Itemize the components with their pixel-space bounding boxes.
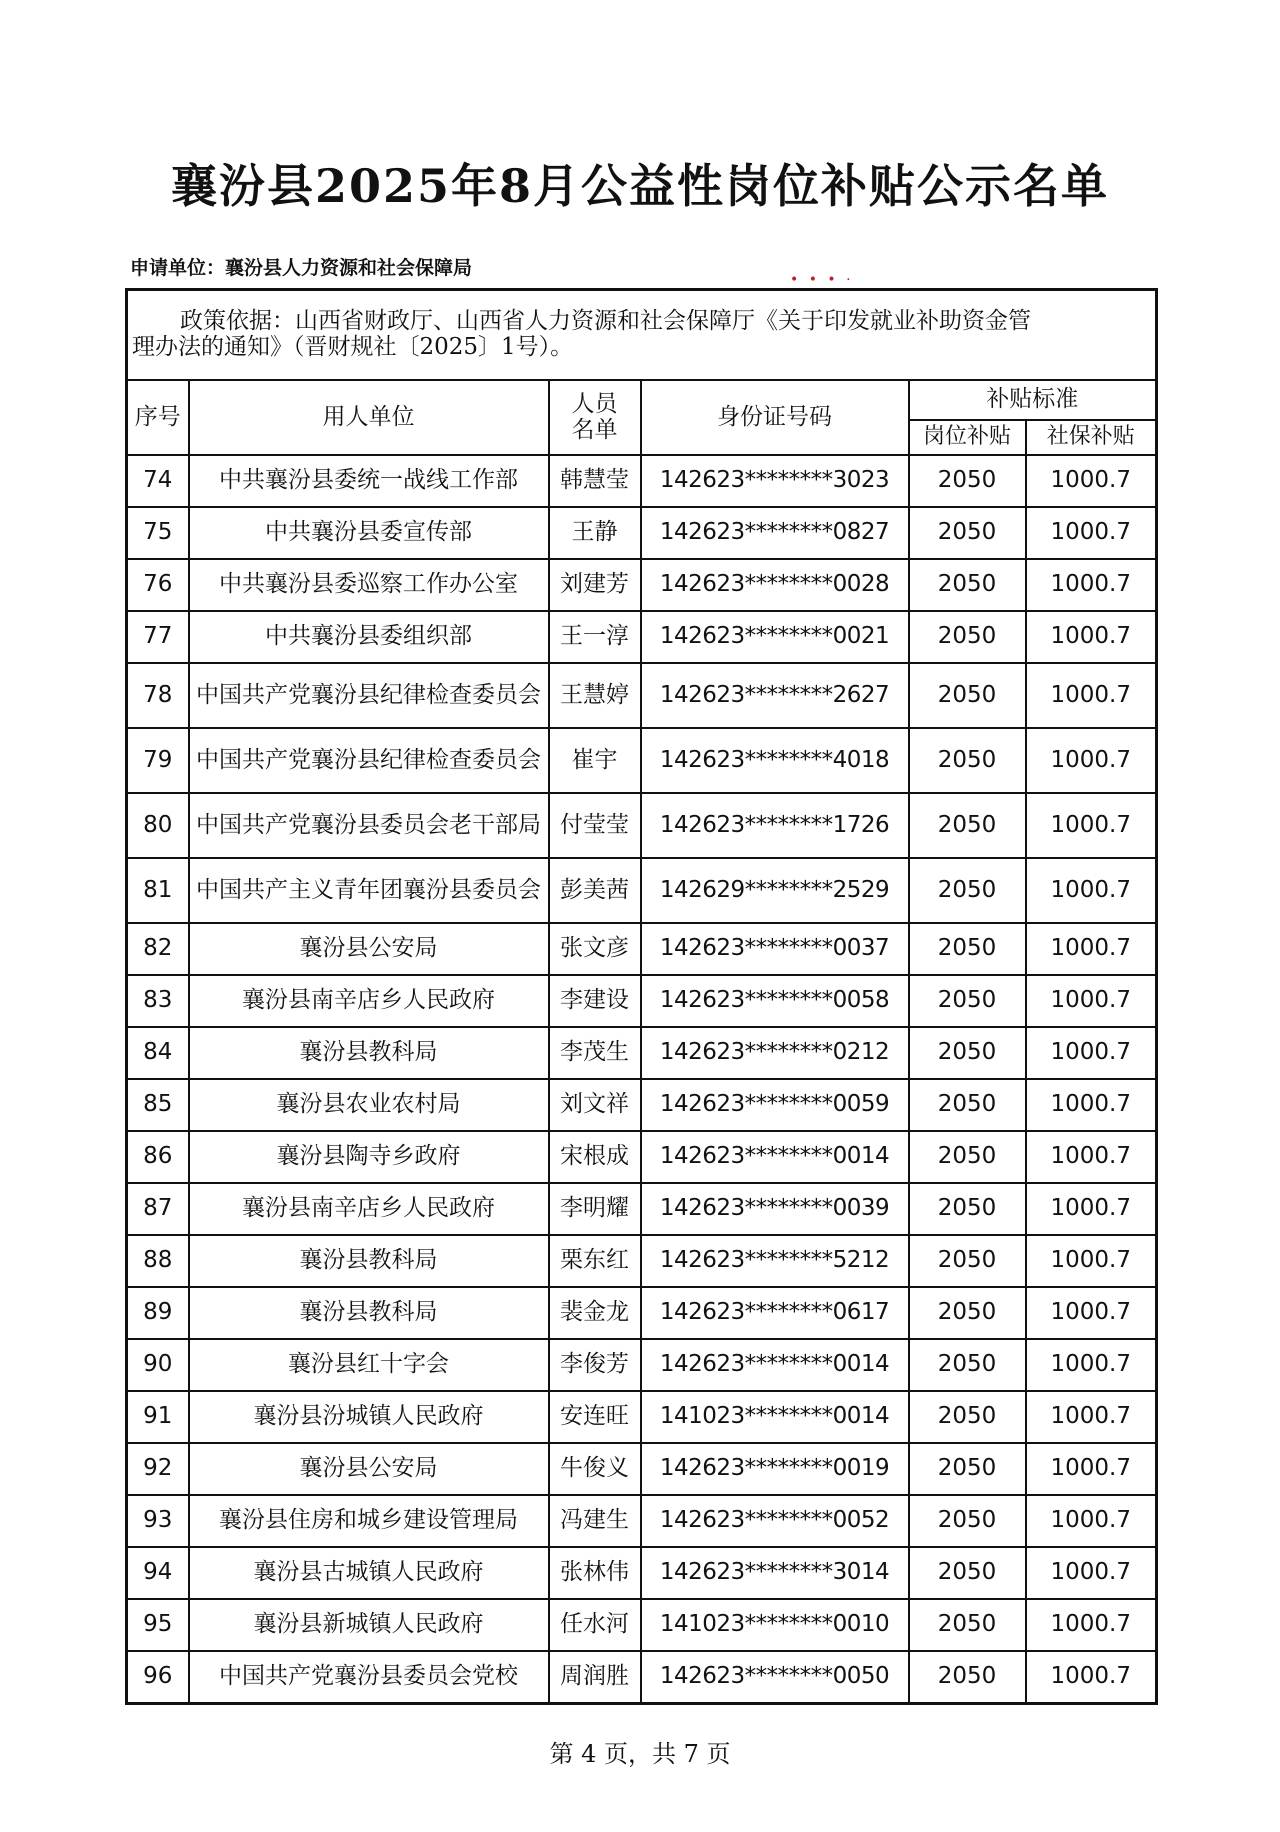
row-post-subsidy: 2050 — [909, 1547, 1026, 1599]
row-employer: 中共襄汾县委巡察工作办公室 — [189, 559, 549, 611]
row-post-subsidy: 2050 — [909, 1079, 1026, 1131]
row-id-number: 142629********2529 — [641, 858, 909, 923]
table-row — [127, 663, 1157, 728]
row-name: 张林伟 — [549, 1547, 641, 1599]
row-employer: 中国共产党襄汾县委员会党校 — [189, 1651, 549, 1704]
row-id-number: 142623********0028 — [641, 559, 909, 611]
row-id-number: 142623********0058 — [641, 975, 909, 1027]
row-post-subsidy: 2050 — [909, 1599, 1026, 1651]
row-employer: 中共襄汾县委组织部 — [189, 611, 549, 663]
row-name: 牛俊义 — [549, 1443, 641, 1495]
row-social-subsidy: 1000.7 — [1026, 1183, 1157, 1235]
table-row — [127, 975, 1157, 1027]
row-name: 任水河 — [549, 1599, 641, 1651]
table-row — [127, 1027, 1157, 1079]
row-post-subsidy: 2050 — [909, 507, 1026, 559]
row-employer: 中共襄汾县委统一战线工作部 — [189, 455, 549, 507]
row-seq: 95 — [127, 1599, 189, 1651]
row-employer: 襄汾县新城镇人民政府 — [189, 1599, 549, 1651]
row-id-number: 142623********0039 — [641, 1183, 909, 1235]
row-post-subsidy: 2050 — [909, 1183, 1026, 1235]
row-post-subsidy: 2050 — [909, 975, 1026, 1027]
row-name: 宋根成 — [549, 1131, 641, 1183]
row-post-subsidy: 2050 — [909, 559, 1026, 611]
row-social-subsidy: 1000.7 — [1026, 793, 1157, 858]
row-social-subsidy: 1000.7 — [1026, 1339, 1157, 1391]
row-employer: 襄汾县公安局 — [189, 1443, 549, 1495]
row-id-number: 142623********0014 — [641, 1339, 909, 1391]
header-name — [549, 380, 641, 455]
header-id: 身份证号码 — [641, 380, 909, 455]
row-name: 刘文祥 — [549, 1079, 641, 1131]
table-row — [127, 1235, 1157, 1287]
row-seq: 96 — [127, 1651, 189, 1704]
row-post-subsidy: 2050 — [909, 923, 1026, 975]
row-id-number: 142623********1726 — [641, 793, 909, 858]
row-social-subsidy: 1000.7 — [1026, 455, 1157, 507]
row-employer: 中国共产党襄汾县纪律检查委员会 — [189, 663, 549, 728]
row-social-subsidy: 1000.7 — [1026, 611, 1157, 663]
row-social-subsidy: 1000.7 — [1026, 1599, 1157, 1651]
row-post-subsidy: 2050 — [909, 1131, 1026, 1183]
row-post-subsidy: 2050 — [909, 1651, 1026, 1704]
row-post-subsidy: 2050 — [909, 1443, 1026, 1495]
table-row — [127, 1495, 1157, 1547]
row-seq: 81 — [127, 858, 189, 923]
row-id-number: 142623********3023 — [641, 455, 909, 507]
table-row — [127, 1183, 1157, 1235]
table-row — [127, 507, 1157, 559]
row-seq: 89 — [127, 1287, 189, 1339]
row-social-subsidy: 1000.7 — [1026, 1495, 1157, 1547]
row-seq: 80 — [127, 793, 189, 858]
row-name: 李茂生 — [549, 1027, 641, 1079]
row-employer: 中国共产党襄汾县纪律检查委员会 — [189, 728, 549, 793]
row-employer: 襄汾县汾城镇人民政府 — [189, 1391, 549, 1443]
row-id-number: 141023********0010 — [641, 1599, 909, 1651]
row-seq: 77 — [127, 611, 189, 663]
row-seq: 86 — [127, 1131, 189, 1183]
row-id-number: 142623********0014 — [641, 1131, 909, 1183]
row-name: 李建设 — [549, 975, 641, 1027]
row-id-number: 142623********0212 — [641, 1027, 909, 1079]
row-social-subsidy: 1000.7 — [1026, 559, 1157, 611]
table-row — [127, 1079, 1157, 1131]
row-post-subsidy: 2050 — [909, 1339, 1026, 1391]
row-social-subsidy: 1000.7 — [1026, 1027, 1157, 1079]
policy-line-2: 理办法的通知》（晋财规社〔2025〕1号）。 — [132, 334, 574, 360]
row-social-subsidy: 1000.7 — [1026, 1547, 1157, 1599]
row-employer: 襄汾县住房和城乡建设管理局 — [189, 1495, 549, 1547]
row-seq: 74 — [127, 455, 189, 507]
row-post-subsidy: 2050 — [909, 455, 1026, 507]
row-post-subsidy: 2050 — [909, 1287, 1026, 1339]
row-social-subsidy: 1000.7 — [1026, 728, 1157, 793]
table-row — [127, 1547, 1157, 1599]
table-row — [127, 858, 1157, 923]
row-seq: 88 — [127, 1235, 189, 1287]
row-social-subsidy: 1000.7 — [1026, 923, 1157, 975]
table-row — [127, 1599, 1157, 1651]
table-row — [127, 1443, 1157, 1495]
row-id-number: 142623********0052 — [641, 1495, 909, 1547]
row-id-number: 142623********0037 — [641, 923, 909, 975]
row-name: 李俊芳 — [549, 1339, 641, 1391]
red-stamp-mark: • • • · — [790, 272, 854, 288]
row-name: 王静 — [549, 507, 641, 559]
applicant-unit: 申请单位：襄汾县人力资源和社会保障局 — [130, 257, 473, 279]
row-id-number: 141023********0014 — [641, 1391, 909, 1443]
row-social-subsidy: 1000.7 — [1026, 1391, 1157, 1443]
header-name-text: 人员名单 — [571, 390, 618, 443]
row-employer: 襄汾县南辛店乡人民政府 — [189, 975, 549, 1027]
row-social-subsidy: 1000.7 — [1026, 1443, 1157, 1495]
table-row — [127, 1651, 1157, 1704]
row-post-subsidy: 2050 — [909, 1235, 1026, 1287]
row-id-number: 142623********2627 — [641, 663, 909, 728]
row-post-subsidy: 2050 — [909, 1027, 1026, 1079]
row-id-number: 142623********5212 — [641, 1235, 909, 1287]
header-social-subsidy: 社保补贴 — [1026, 420, 1157, 455]
row-post-subsidy: 2050 — [909, 858, 1026, 923]
row-name: 付莹莹 — [549, 793, 641, 858]
row-name: 刘建芳 — [549, 559, 641, 611]
header-seq: 序号 — [127, 380, 189, 455]
page-footer: 第 4 页，共 7 页 — [549, 1740, 731, 1768]
table-row — [127, 1339, 1157, 1391]
row-employer: 襄汾县古城镇人民政府 — [189, 1547, 549, 1599]
row-seq: 79 — [127, 728, 189, 793]
row-seq: 83 — [127, 975, 189, 1027]
row-name: 崔宇 — [549, 728, 641, 793]
row-seq: 93 — [127, 1495, 189, 1547]
row-social-subsidy: 1000.7 — [1026, 1079, 1157, 1131]
row-name: 安连旺 — [549, 1391, 641, 1443]
table-row — [127, 728, 1157, 793]
row-social-subsidy: 1000.7 — [1026, 1235, 1157, 1287]
row-social-subsidy: 1000.7 — [1026, 663, 1157, 728]
row-seq: 87 — [127, 1183, 189, 1235]
table-row — [127, 559, 1157, 611]
row-id-number: 142623********0617 — [641, 1287, 909, 1339]
row-seq: 91 — [127, 1391, 189, 1443]
row-social-subsidy: 1000.7 — [1026, 1131, 1157, 1183]
row-name: 冯建生 — [549, 1495, 641, 1547]
row-seq: 82 — [127, 923, 189, 975]
row-id-number: 142623********0021 — [641, 611, 909, 663]
row-post-subsidy: 2050 — [909, 728, 1026, 793]
row-employer: 中国共产主义青年团襄汾县委员会 — [189, 858, 549, 923]
table-row — [127, 455, 1157, 507]
row-id-number: 142623********4018 — [641, 728, 909, 793]
table-row — [127, 1131, 1157, 1183]
row-name: 王慧婷 — [549, 663, 641, 728]
table-row — [127, 1391, 1157, 1443]
row-seq: 75 — [127, 507, 189, 559]
row-name: 王一淳 — [549, 611, 641, 663]
page-title: 襄汾县2025年8月公益性岗位补贴公示名单 — [170, 159, 1110, 213]
table-row — [127, 611, 1157, 663]
row-seq: 85 — [127, 1079, 189, 1131]
row-name: 韩慧莹 — [549, 455, 641, 507]
row-employer: 襄汾县南辛店乡人民政府 — [189, 1183, 549, 1235]
policy-line-1: 政策依据：山西省财政厅、山西省人力资源和社会保障厅《关于印发就业补助资金管 — [180, 308, 1031, 335]
header-subsidy: 补贴标准 — [909, 380, 1157, 420]
row-employer: 中共襄汾县委宣传部 — [189, 507, 549, 559]
row-social-subsidy: 1000.7 — [1026, 1651, 1157, 1704]
row-seq: 76 — [127, 559, 189, 611]
row-employer: 襄汾县农业农村局 — [189, 1079, 549, 1131]
row-seq: 84 — [127, 1027, 189, 1079]
row-social-subsidy: 1000.7 — [1026, 1287, 1157, 1339]
header-employer: 用人单位 — [189, 380, 549, 455]
row-name: 张文彦 — [549, 923, 641, 975]
table-row — [127, 1287, 1157, 1339]
row-name: 彭美茜 — [549, 858, 641, 923]
header-post-subsidy: 岗位补贴 — [909, 420, 1026, 455]
row-social-subsidy: 1000.7 — [1026, 858, 1157, 923]
row-post-subsidy: 2050 — [909, 663, 1026, 728]
subsidy-table — [125, 288, 1158, 1705]
row-social-subsidy: 1000.7 — [1026, 507, 1157, 559]
row-post-subsidy: 2050 — [909, 793, 1026, 858]
row-post-subsidy: 2050 — [909, 611, 1026, 663]
row-employer: 襄汾县教科局 — [189, 1287, 549, 1339]
row-seq: 90 — [127, 1339, 189, 1391]
row-id-number: 142623********3014 — [641, 1547, 909, 1599]
row-employer: 襄汾县红十字会 — [189, 1339, 549, 1391]
row-id-number: 142623********0019 — [641, 1443, 909, 1495]
row-seq: 94 — [127, 1547, 189, 1599]
row-name: 裴金龙 — [549, 1287, 641, 1339]
row-id-number: 142623********0059 — [641, 1079, 909, 1131]
row-post-subsidy: 2050 — [909, 1495, 1026, 1547]
row-id-number: 142623********0050 — [641, 1651, 909, 1704]
row-employer: 襄汾县公安局 — [189, 923, 549, 975]
row-post-subsidy: 2050 — [909, 1391, 1026, 1443]
table-row — [127, 923, 1157, 975]
row-id-number: 142623********0827 — [641, 507, 909, 559]
row-name: 栗东红 — [549, 1235, 641, 1287]
row-employer: 襄汾县教科局 — [189, 1235, 549, 1287]
row-employer: 襄汾县教科局 — [189, 1027, 549, 1079]
row-name: 周润胜 — [549, 1651, 641, 1704]
row-social-subsidy: 1000.7 — [1026, 975, 1157, 1027]
policy-basis — [127, 290, 1157, 381]
row-employer: 中国共产党襄汾县委员会老干部局 — [189, 793, 549, 858]
table-row — [127, 793, 1157, 858]
row-name: 李明耀 — [549, 1183, 641, 1235]
row-employer: 襄汾县陶寺乡政府 — [189, 1131, 549, 1183]
row-seq: 78 — [127, 663, 189, 728]
row-seq: 92 — [127, 1443, 189, 1495]
